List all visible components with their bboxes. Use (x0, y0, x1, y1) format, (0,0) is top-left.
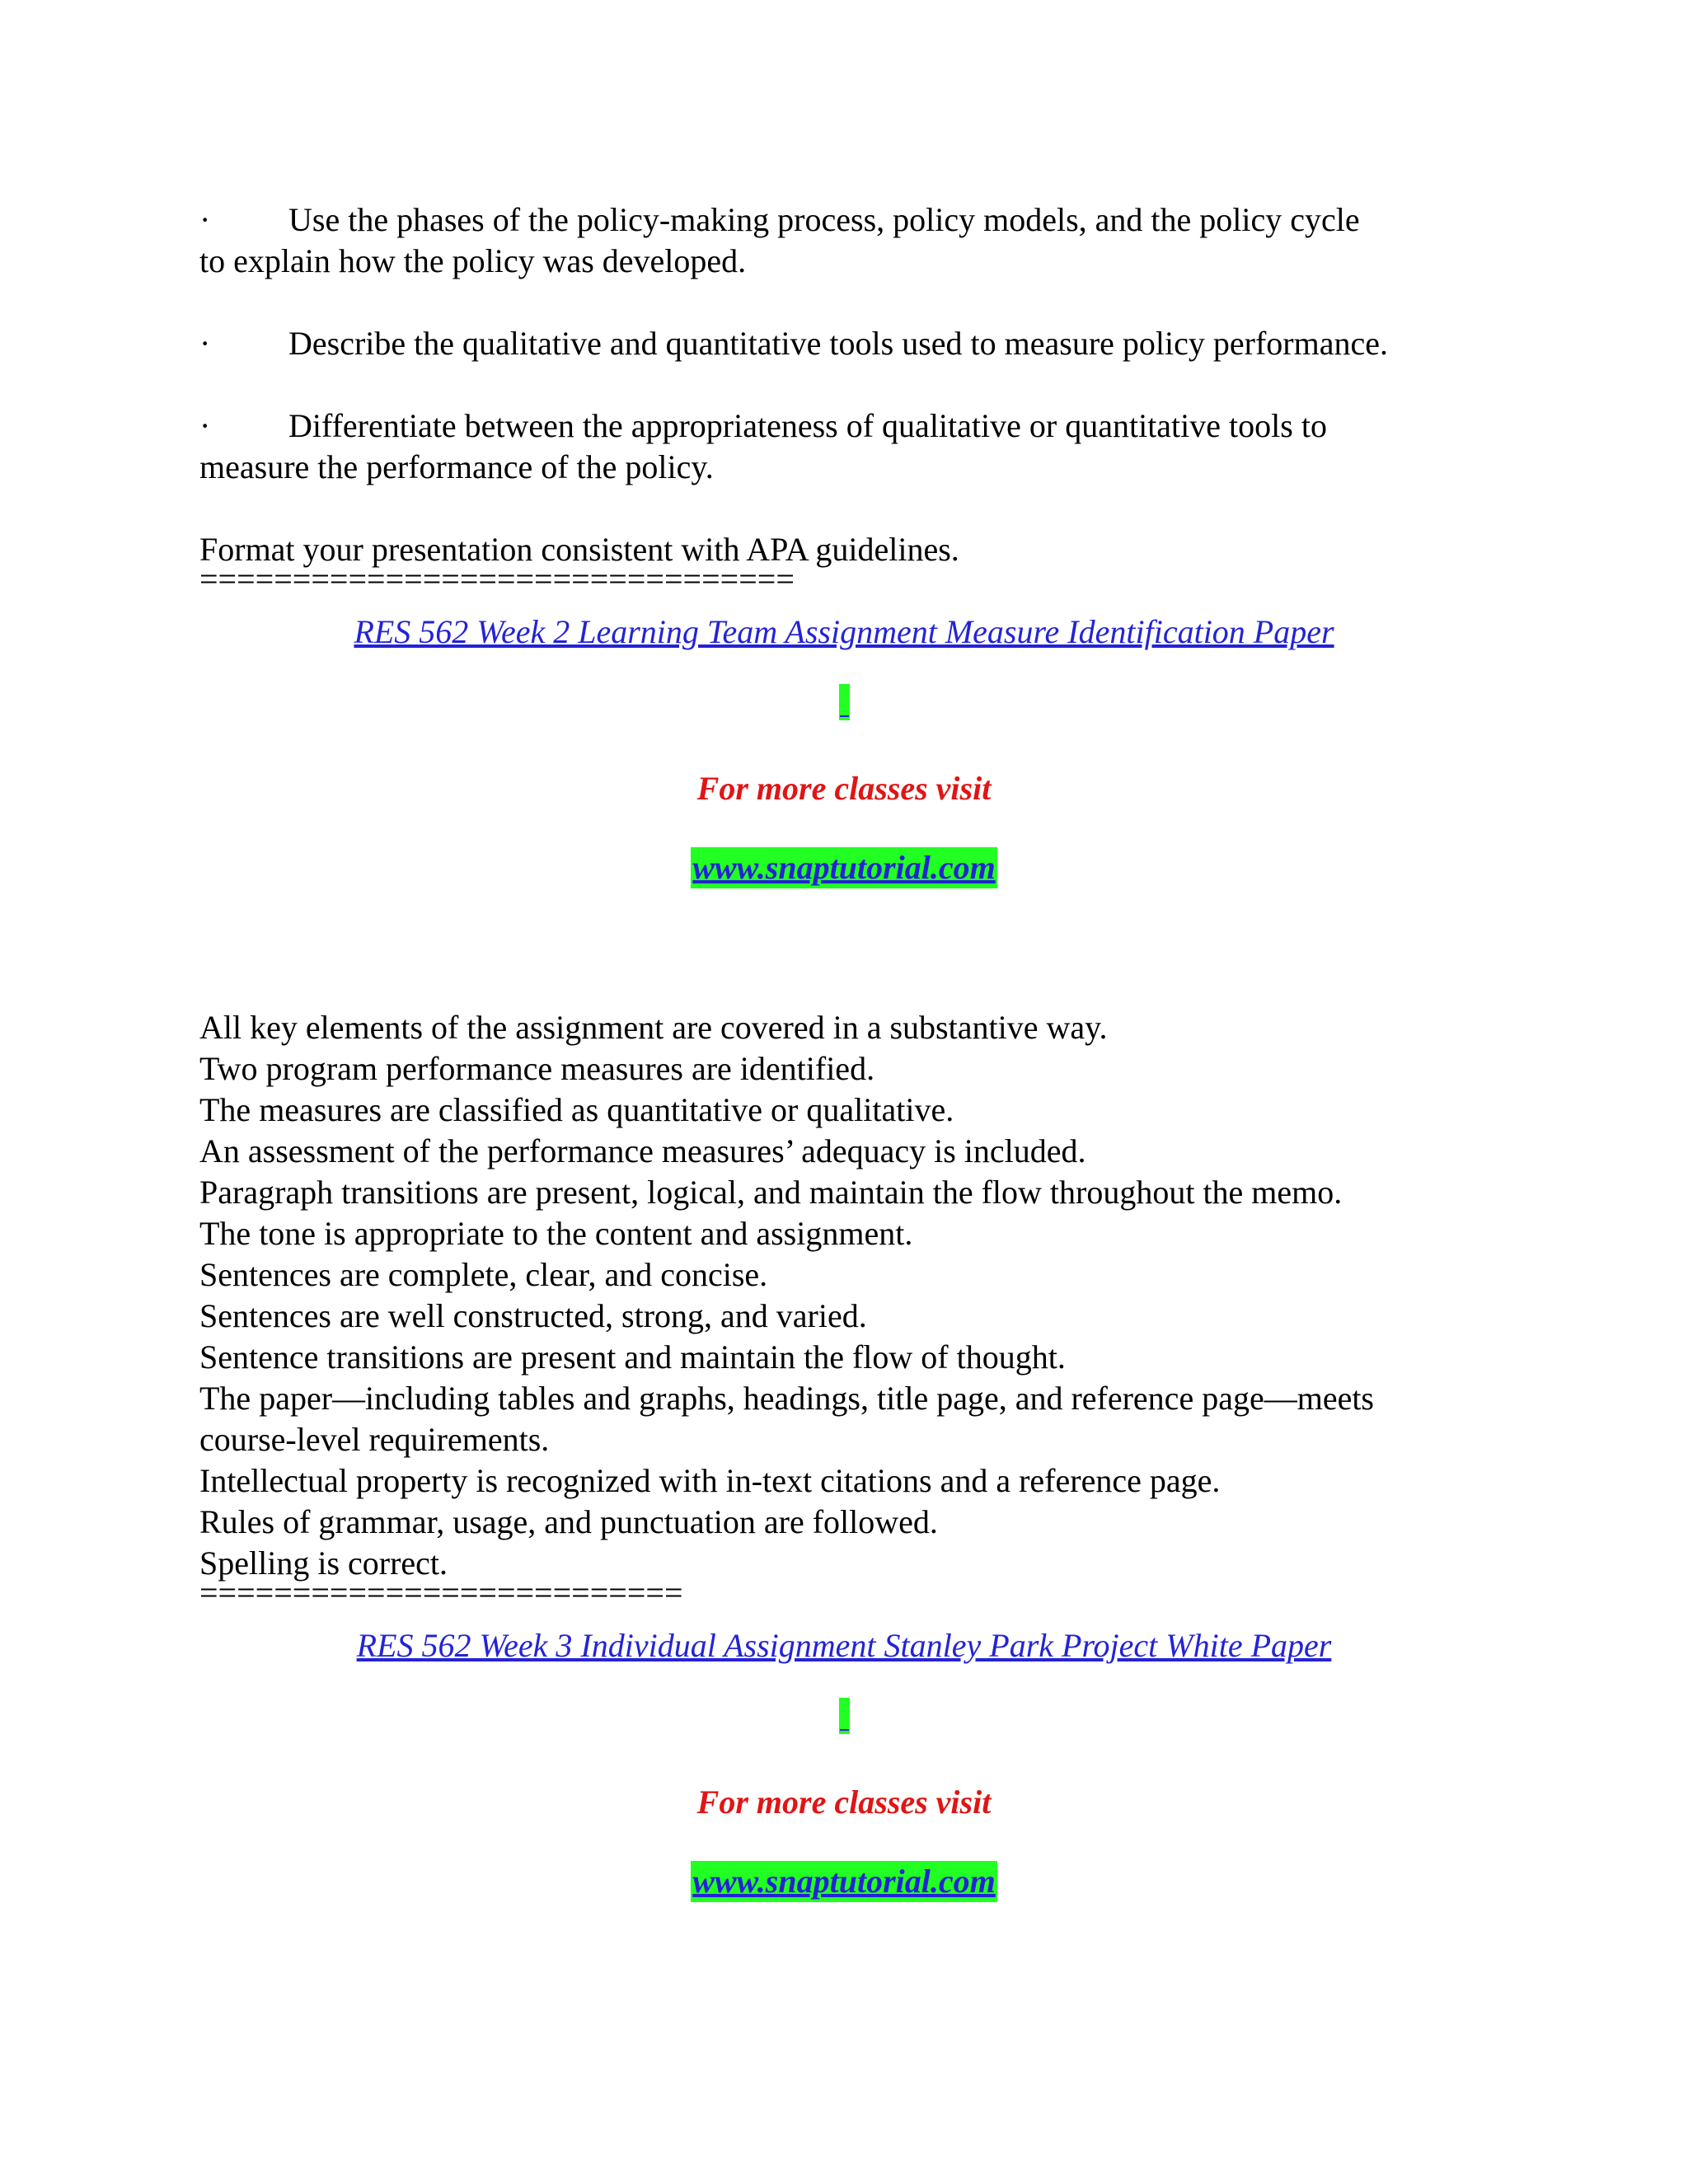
section-1-title (0, 612, 1688, 653)
separator-line: ========================== (199, 1574, 683, 1611)
requirement-line: course-level requirements. (199, 1421, 550, 1458)
bullet-item-2 (199, 323, 1388, 364)
section-2-marker-row (0, 1698, 1688, 1739)
requirement-line: Paragraph transitions are present, logical, and maintain the flow throughout the memo. (199, 1174, 1343, 1211)
site-link[interactable]: www.snaptutorial.com (691, 847, 997, 888)
bullet-item-1 (199, 199, 1360, 241)
requirement-line: Spelling is correct. (199, 1544, 448, 1582)
requirement-line: Intellectual property is recognized with in-text citations and a reference page. (199, 1462, 1221, 1499)
section-1-marker-row (0, 684, 1688, 725)
section-2-link[interactable]: RES 562 Week 3 Individual Assignment Stanley Park Project White Paper (356, 1627, 1332, 1664)
site-link[interactable]: www.snaptutorial.com (691, 1861, 997, 1902)
bullet-item-1-continuation: to explain how the policy was developed. (199, 242, 747, 279)
section-1-link[interactable]: RES 562 Week 2 Learning Team Assignment Measure Identification Paper (354, 613, 1334, 650)
section-2-title (0, 1625, 1688, 1666)
requirement-line: Sentence transitions are present and maintain the flow of thought. (199, 1338, 1066, 1376)
requirement-line: The measures are classified as quantitative or qualitative. (199, 1091, 954, 1128)
requirement-line: The tone is appropriate to the content and assignment. (199, 1215, 913, 1252)
requirement-line: Rules of grammar, usage, and punctuation are followed. (199, 1503, 938, 1540)
section-2-promo-row (0, 1782, 1688, 1823)
section-2-site-row (0, 1861, 1688, 1902)
highlight-marker[interactable] (839, 1698, 850, 1734)
separator-line: ================================ (199, 560, 795, 598)
format-note: Format your presentation consistent with APA guidelines. (199, 531, 959, 568)
promo-text: For more classes visit (696, 1783, 992, 1821)
bullet-text: Describe the qualitative and quantitative tools used to measure policy performance. (288, 325, 1388, 362)
bullet-text: Differentiate between the appropriateness of qualitative or quantitative tools to (288, 407, 1327, 444)
requirement-line: Sentences are complete, clear, and concise. (199, 1256, 768, 1293)
bullet-text: Use the phases of the policy-making process, policy models, and the policy cycle (288, 201, 1360, 238)
bullet-dot: · (199, 201, 211, 238)
section-1-promo-row (0, 768, 1688, 809)
bullet-item-3-continuation: measure the performance of the policy. (199, 448, 714, 485)
promo-text: For more classes visit (696, 770, 992, 807)
requirement-line: All key elements of the assignment are covered in a substantive way. (199, 1009, 1108, 1046)
requirement-line: An assessment of the performance measures’ adequacy is included. (199, 1132, 1086, 1169)
bullet-item-3 (199, 405, 1327, 447)
requirement-line: Sentences are well constructed, strong, and varied. (199, 1297, 867, 1334)
bullet-dot: · (199, 325, 211, 362)
requirement-line: Two program performance measures are identified. (199, 1050, 875, 1087)
section-1-site-row (0, 847, 1688, 888)
highlight-marker[interactable] (839, 684, 850, 720)
bullet-dot: · (199, 407, 211, 444)
requirement-line: The paper—including tables and graphs, headings, title page, and reference page—meets (199, 1380, 1374, 1417)
